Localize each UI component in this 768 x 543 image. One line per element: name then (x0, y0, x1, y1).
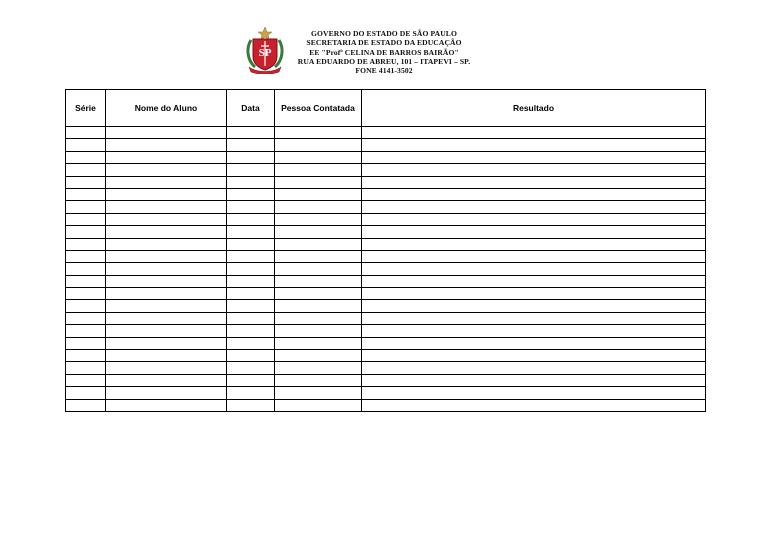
column-header-data: Data (227, 90, 275, 127)
cell-data[interactable] (227, 275, 275, 287)
cell-data[interactable] (227, 151, 275, 163)
cell-nome-do-aluno[interactable] (106, 139, 227, 151)
cell-nome-do-aluno[interactable] (106, 350, 227, 362)
contact-record-table (65, 89, 706, 412)
cell-resultado[interactable] (362, 374, 706, 386)
header-line-address: RUA EDUARDO DE ABREU, 101 – ITAPEVI – SP. (297, 56, 471, 66)
cell-serie[interactable] (66, 176, 106, 188)
cell-serie[interactable] (66, 164, 106, 176)
header-line-government: GOVERNO DO ESTADO DE SÃO PAULO (311, 29, 457, 38)
cell-serie[interactable] (66, 337, 106, 349)
cell-nome-do-aluno[interactable] (106, 188, 227, 200)
cell-resultado[interactable] (362, 201, 706, 213)
cell-pessoa-contatada[interactable] (275, 325, 362, 337)
cell-resultado[interactable] (362, 325, 706, 337)
cell-nome-do-aluno[interactable] (106, 374, 227, 386)
cell-serie[interactable] (66, 238, 106, 250)
table-row (66, 238, 706, 250)
table-row (66, 325, 706, 337)
cell-pessoa-contatada[interactable] (275, 374, 362, 386)
table-row (66, 275, 706, 287)
cell-pessoa-contatada[interactable] (275, 300, 362, 312)
cell-data[interactable] (227, 325, 275, 337)
cell-pessoa-contatada[interactable] (275, 337, 362, 349)
cell-data[interactable] (227, 188, 275, 200)
cell-pessoa-contatada[interactable] (275, 176, 362, 188)
cell-data[interactable] (227, 226, 275, 238)
table-row (66, 288, 706, 300)
table-row (66, 139, 706, 151)
cell-pessoa-contatada[interactable] (275, 188, 362, 200)
cell-serie[interactable] (66, 151, 106, 163)
cell-serie[interactable] (66, 399, 106, 411)
institution-block (289, 29, 479, 75)
table-row (66, 250, 706, 262)
column-header-serie: Série (66, 90, 106, 127)
table-row (66, 350, 706, 362)
cell-nome-do-aluno[interactable] (106, 275, 227, 287)
table-row (66, 127, 706, 139)
cell-resultado[interactable] (362, 164, 706, 176)
cell-pessoa-contatada[interactable] (275, 275, 362, 287)
cell-resultado[interactable] (362, 127, 706, 139)
cell-data[interactable] (227, 300, 275, 312)
cell-resultado[interactable] (362, 250, 706, 262)
cell-serie[interactable] (66, 288, 106, 300)
table-body (66, 127, 706, 412)
cell-nome-do-aluno[interactable] (106, 250, 227, 262)
cell-resultado[interactable] (362, 263, 706, 275)
cell-nome-do-aluno[interactable] (106, 151, 227, 163)
cell-data[interactable] (227, 139, 275, 151)
cell-serie[interactable] (66, 250, 106, 262)
table-row (66, 387, 706, 399)
cell-nome-do-aluno[interactable] (106, 164, 227, 176)
cell-pessoa-contatada[interactable] (275, 201, 362, 213)
table-row (66, 312, 706, 324)
cell-serie[interactable] (66, 263, 106, 275)
table-header-row (66, 90, 706, 127)
cell-pessoa-contatada[interactable] (275, 250, 362, 262)
cell-nome-do-aluno[interactable] (106, 127, 227, 139)
cell-resultado[interactable] (362, 238, 706, 250)
cell-resultado[interactable] (362, 312, 706, 324)
cell-resultado[interactable] (362, 139, 706, 151)
sao-paulo-coat-of-arms-icon (245, 26, 285, 74)
cell-data[interactable] (227, 127, 275, 139)
header-line-school: EE "Profª CELINA DE BARROS BAIRÃO" (309, 47, 459, 57)
cell-resultado[interactable] (362, 275, 706, 287)
cell-resultado[interactable] (362, 399, 706, 411)
cell-serie[interactable] (66, 312, 106, 324)
cell-resultado[interactable] (362, 337, 706, 349)
cell-resultado[interactable] (362, 362, 706, 374)
cell-resultado[interactable] (362, 151, 706, 163)
cell-resultado[interactable] (362, 226, 706, 238)
table-row (66, 374, 706, 386)
cell-data[interactable] (227, 213, 275, 225)
cell-serie[interactable] (66, 188, 106, 200)
cell-data[interactable] (227, 362, 275, 374)
cell-nome-do-aluno[interactable] (106, 325, 227, 337)
cell-pessoa-contatada[interactable] (275, 362, 362, 374)
cell-nome-do-aluno[interactable] (106, 312, 227, 324)
cell-data[interactable] (227, 176, 275, 188)
cell-nome-do-aluno[interactable] (106, 387, 227, 399)
cell-nome-do-aluno[interactable] (106, 300, 227, 312)
cell-data[interactable] (227, 399, 275, 411)
header-line-secretariat: SECRETARIA DE ESTADO DA EDUCAÇÃO (306, 38, 462, 48)
cell-pessoa-contatada[interactable] (275, 213, 362, 225)
cell-pessoa-contatada[interactable] (275, 164, 362, 176)
cell-pessoa-contatada[interactable] (275, 288, 362, 300)
cell-nome-do-aluno[interactable] (106, 213, 227, 225)
table-row (66, 164, 706, 176)
cell-data[interactable] (227, 263, 275, 275)
table-row (66, 226, 706, 238)
cell-data[interactable] (227, 288, 275, 300)
column-header-pessoa-contatada: Pessoa Contatada (275, 90, 362, 127)
cell-resultado[interactable] (362, 188, 706, 200)
cell-nome-do-aluno[interactable] (106, 399, 227, 411)
cell-pessoa-contatada[interactable] (275, 226, 362, 238)
cell-data[interactable] (227, 312, 275, 324)
cell-pessoa-contatada[interactable] (275, 387, 362, 399)
cell-serie[interactable] (66, 362, 106, 374)
header-line-phone: FONE 4141-3502 (355, 66, 413, 76)
cell-data[interactable] (227, 387, 275, 399)
table-row (66, 151, 706, 163)
cell-pessoa-contatada[interactable] (275, 151, 362, 163)
cell-pessoa-contatada[interactable] (275, 127, 362, 139)
cell-data[interactable] (227, 337, 275, 349)
cell-resultado[interactable] (362, 288, 706, 300)
table-row (66, 300, 706, 312)
cell-nome-do-aluno[interactable] (106, 176, 227, 188)
cell-data[interactable] (227, 350, 275, 362)
cell-nome-do-aluno[interactable] (106, 201, 227, 213)
cell-serie[interactable] (66, 387, 106, 399)
cell-pessoa-contatada[interactable] (275, 399, 362, 411)
column-header-resultado: Resultado (362, 90, 706, 127)
table-row (66, 201, 706, 213)
cell-serie[interactable] (66, 350, 106, 362)
cell-resultado[interactable] (362, 176, 706, 188)
cell-data[interactable] (227, 201, 275, 213)
table-row (66, 188, 706, 200)
cell-resultado[interactable] (362, 213, 706, 225)
cell-nome-do-aluno[interactable] (106, 226, 227, 238)
cell-serie[interactable] (66, 374, 106, 386)
cell-serie[interactable] (66, 275, 106, 287)
table-row (66, 263, 706, 275)
cell-serie[interactable] (66, 139, 106, 151)
column-header-nome-do-aluno: Nome do Aluno (106, 90, 227, 127)
cell-data[interactable] (227, 164, 275, 176)
cell-pessoa-contatada[interactable] (275, 139, 362, 151)
cell-serie[interactable] (66, 226, 106, 238)
cell-pessoa-contatada[interactable] (275, 312, 362, 324)
cell-pessoa-contatada[interactable] (275, 263, 362, 275)
seal-letters: SP (258, 47, 272, 59)
table-row (66, 399, 706, 411)
cell-serie[interactable] (66, 127, 106, 139)
cell-data[interactable] (227, 238, 275, 250)
cell-resultado[interactable] (362, 350, 706, 362)
cell-resultado[interactable] (362, 300, 706, 312)
cell-serie[interactable] (66, 325, 106, 337)
cell-serie[interactable] (66, 201, 106, 213)
document-header (245, 26, 505, 78)
cell-nome-do-aluno[interactable] (106, 238, 227, 250)
cell-serie[interactable] (66, 213, 106, 225)
cell-nome-do-aluno[interactable] (106, 362, 227, 374)
table-row (66, 362, 706, 374)
cell-serie[interactable] (66, 300, 106, 312)
table-row (66, 337, 706, 349)
cell-pessoa-contatada[interactable] (275, 238, 362, 250)
cell-data[interactable] (227, 374, 275, 386)
cell-resultado[interactable] (362, 387, 706, 399)
cell-nome-do-aluno[interactable] (106, 337, 227, 349)
cell-data[interactable] (227, 250, 275, 262)
cell-nome-do-aluno[interactable] (106, 288, 227, 300)
cell-pessoa-contatada[interactable] (275, 350, 362, 362)
table-row (66, 213, 706, 225)
table-row (66, 176, 706, 188)
cell-nome-do-aluno[interactable] (106, 263, 227, 275)
